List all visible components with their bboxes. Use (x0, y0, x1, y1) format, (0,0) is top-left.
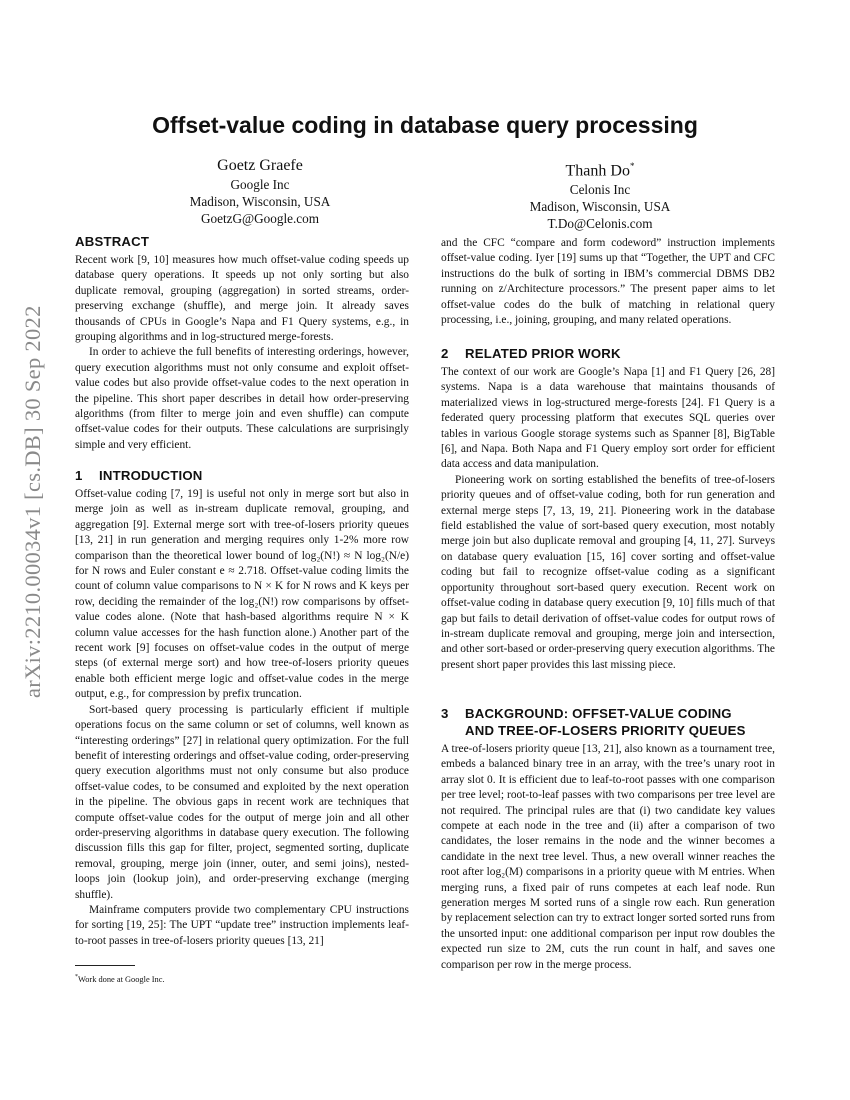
right-column-continuation (441, 236, 775, 328)
body-paragraph: Mainframe computers provide two complementary CPU instructions for sorting [19, 25]: The UPT “update tree” instruction implements leaf-to-root passes in tree-of-losers priority queues [13, 21] (75, 903, 409, 947)
body-paragraph: The context of our work are Google’s Napa [1] and F1 Query [26, 28] systems. Napa is a data warehouse that maintains thousands of materialized views in log-structured merge-forests [24]. F1 Query is a federated query processing platform that executes SQL queries over tables in various Google storage systems such as Spanner [8], BigTable [6], and Napa. Both Napa and F1 Query employ sort order for efficient data access and data manipulation. (441, 366, 775, 471)
section-heading: 1 INTRODUCTION (75, 468, 203, 483)
introduction-section (75, 467, 409, 949)
abstract-paragraph: Recent work [9, 10] measures how much offset-value coding speeds up database query operations. It speeds up not only sorting but also duplicate removal, grouping (aggregation) in sorted streams, order-preserving exchange (shuffle), and merge join. It already saves thousands of CPUs in Google’s Napa and F1 Query systems, e.g., in grouping algorithms and in log-structured merge-forests. (75, 254, 409, 344)
body-paragraph: and the CFC “compare and form codeword” instruction implements offset-value coding. Iyer [19] sums up that “Together, the UPT and CFC instructions do the bulk of sorting in IBM’s commercial DBMS DB2 running on z/Architecture processors.” The present paper aims to let offset-value codes do the bulk of matching in relational query processing, i.e., joining, grouping, and many related operations. (441, 237, 775, 327)
footnote: *Work done at Google Inc. (75, 974, 165, 984)
author-affiliation: Google Inc (230, 177, 290, 192)
section-heading: 2 RELATED PRIOR WORK (441, 346, 621, 361)
author-block-2 (470, 156, 730, 232)
body-paragraph: A tree-of-losers priority queue [13, 21], also known as a tournament tree, embeds a balanced binary tree in an array, with the tree’s unary root in array slot 0. It is efficient due to leaf-to-root passes with one comparison per tree level; root-to-leaf passes with two comparisons per tree level are not required. The principal rules are that (i) two candidate key values compete at each node in the tree and (ii) after a comparison of two candidates, the loser remains in the node and the winner becomes a candidate in the next tree level. Thus, a new overall winner reaches the root after log₂(M) comparisons in a priority queue with M entries. When merging runs, a fixed pair of runs competes at each leaf node. Run generation merges M sorted runs of a single row each. Run generation by replacement selection can try to extract longer sorted sorted runs from the unsorted input: one additional comparison per input row doubles the expected run size to 2M, cuts the run count in half, and saves one comparison per row in the merge process. (441, 743, 775, 971)
author-location: Madison, Wisconsin, USA (189, 194, 331, 209)
abstract-paragraph: In order to achieve the full benefits of interesting orderings, however, query execution algorithms must not only consume and exploit offset-value codes but also provide offset-value codes to the next operation in the pipeline. This short paper describes in detail how order-preserving algorithms (from filter to merge join and even shuffle) can compute offset-value codes for their outputs. These calculations are surprisingly simple and very efficient. (75, 346, 409, 451)
related-work-section (441, 345, 775, 673)
abstract-heading: ABSTRACT (75, 234, 150, 249)
paper-title: Offset-value coding in database query processing (152, 112, 698, 138)
author-affiliation: Celonis Inc (569, 182, 631, 198)
author-name: Goetz Graefe (217, 157, 303, 174)
author-location: Madison, Wisconsin, USA (529, 199, 671, 215)
background-section (441, 705, 775, 973)
abstract-section (75, 233, 409, 453)
footnote-rule (75, 965, 135, 966)
author-email: GoetzG@Google.com (201, 211, 319, 226)
author-email: T.Do@Celonis.com (547, 216, 653, 232)
author-name: Thanh Do* (565, 161, 635, 180)
author-block-1 (130, 156, 390, 227)
body-paragraph: Offset-value coding [7, 19] is useful not only in merge sort but also in merge join as well as in-stream duplicate removal, grouping, and aggregation [9]. External merge sort with tree-of-losers priority queues [13, 21] in run generation and merging requires only 1-2% more row comparison than the theoretical lower bound of log₂(N!) ≈ N log₂(N/e) for N rows and Euler constant e ≈ 2.718. Offset-value coding limits the count of column value comparisons to N × K for N rows and K keys per row, deciding the remainder of the log₂(N!) row comparisons by offset-value codes alone. (Note that hash-based algorithms require N × K column value accesses for the hash function alone.) Another part of the recent work [9] focuses on offset-value codes in the output of merge steps (of external merge sort) and how tree-of-losers priority queues enable both efficient merge logic and offset-value codes in the merge output, e.g., for compression by prefix truncation. (75, 488, 409, 701)
section-heading: 3 BACKGROUND: OFFSET-VALUE CODING AND TREE-OF-LOSERS PRIORITY QUEUES (441, 706, 746, 738)
body-paragraph: Pioneering work on sorting established the benefits of tree-of-losers priority queues and of offset-value coding, both for run generation and external merge steps [7, 13, 19, 21]. Pioneering work in the database field established the value of sort-based query execution, most notably merge join but also duplicate removal and grouping [4, 11, 27]. Surveys on database query evaluation [15, 16] cover sorting and offset-value coding but fail to recognize offset-value coding as a significant opportunity throughout sort-based query execution. Recent work on offset-value coding in database query execution [9, 10] fills much of that gap but fails to detail derivation of offset-value codes for output rows of in-stream duplicate removal and grouping, merge join and intersection, and other sort-based or order-preserving query execution algorithms. The present short paper provides this last missing piece. (441, 473, 775, 671)
body-paragraph: Sort-based query processing is particularly efficient if multiple operations focus on the same column or set of columns, well known as “interesting orderings” [27] in relational query optimization. For the full benefit of interesting orderings and offset-value coding, order-preserving query execution algorithms must not only consume but also produce offset-value codes, to be consumed and exploited by the next operation in the pipeline. The obvious gaps in recent work are techniques that compute offset-value codes for the output of merge join and all other order-preserving algorithms in database query execution. The following discussion fills this gap for filter, project, segmented sorting, duplicate removal, grouping, merge join (inner, outer, and semi joins), nested-loops join (lookup join), and order-preserving exchange (merging shuffle). (75, 703, 409, 901)
arxiv-identifier-sidebar: arXiv:2210.00034v1 [cs.DB] 30 Sep 2022 (20, 305, 45, 698)
